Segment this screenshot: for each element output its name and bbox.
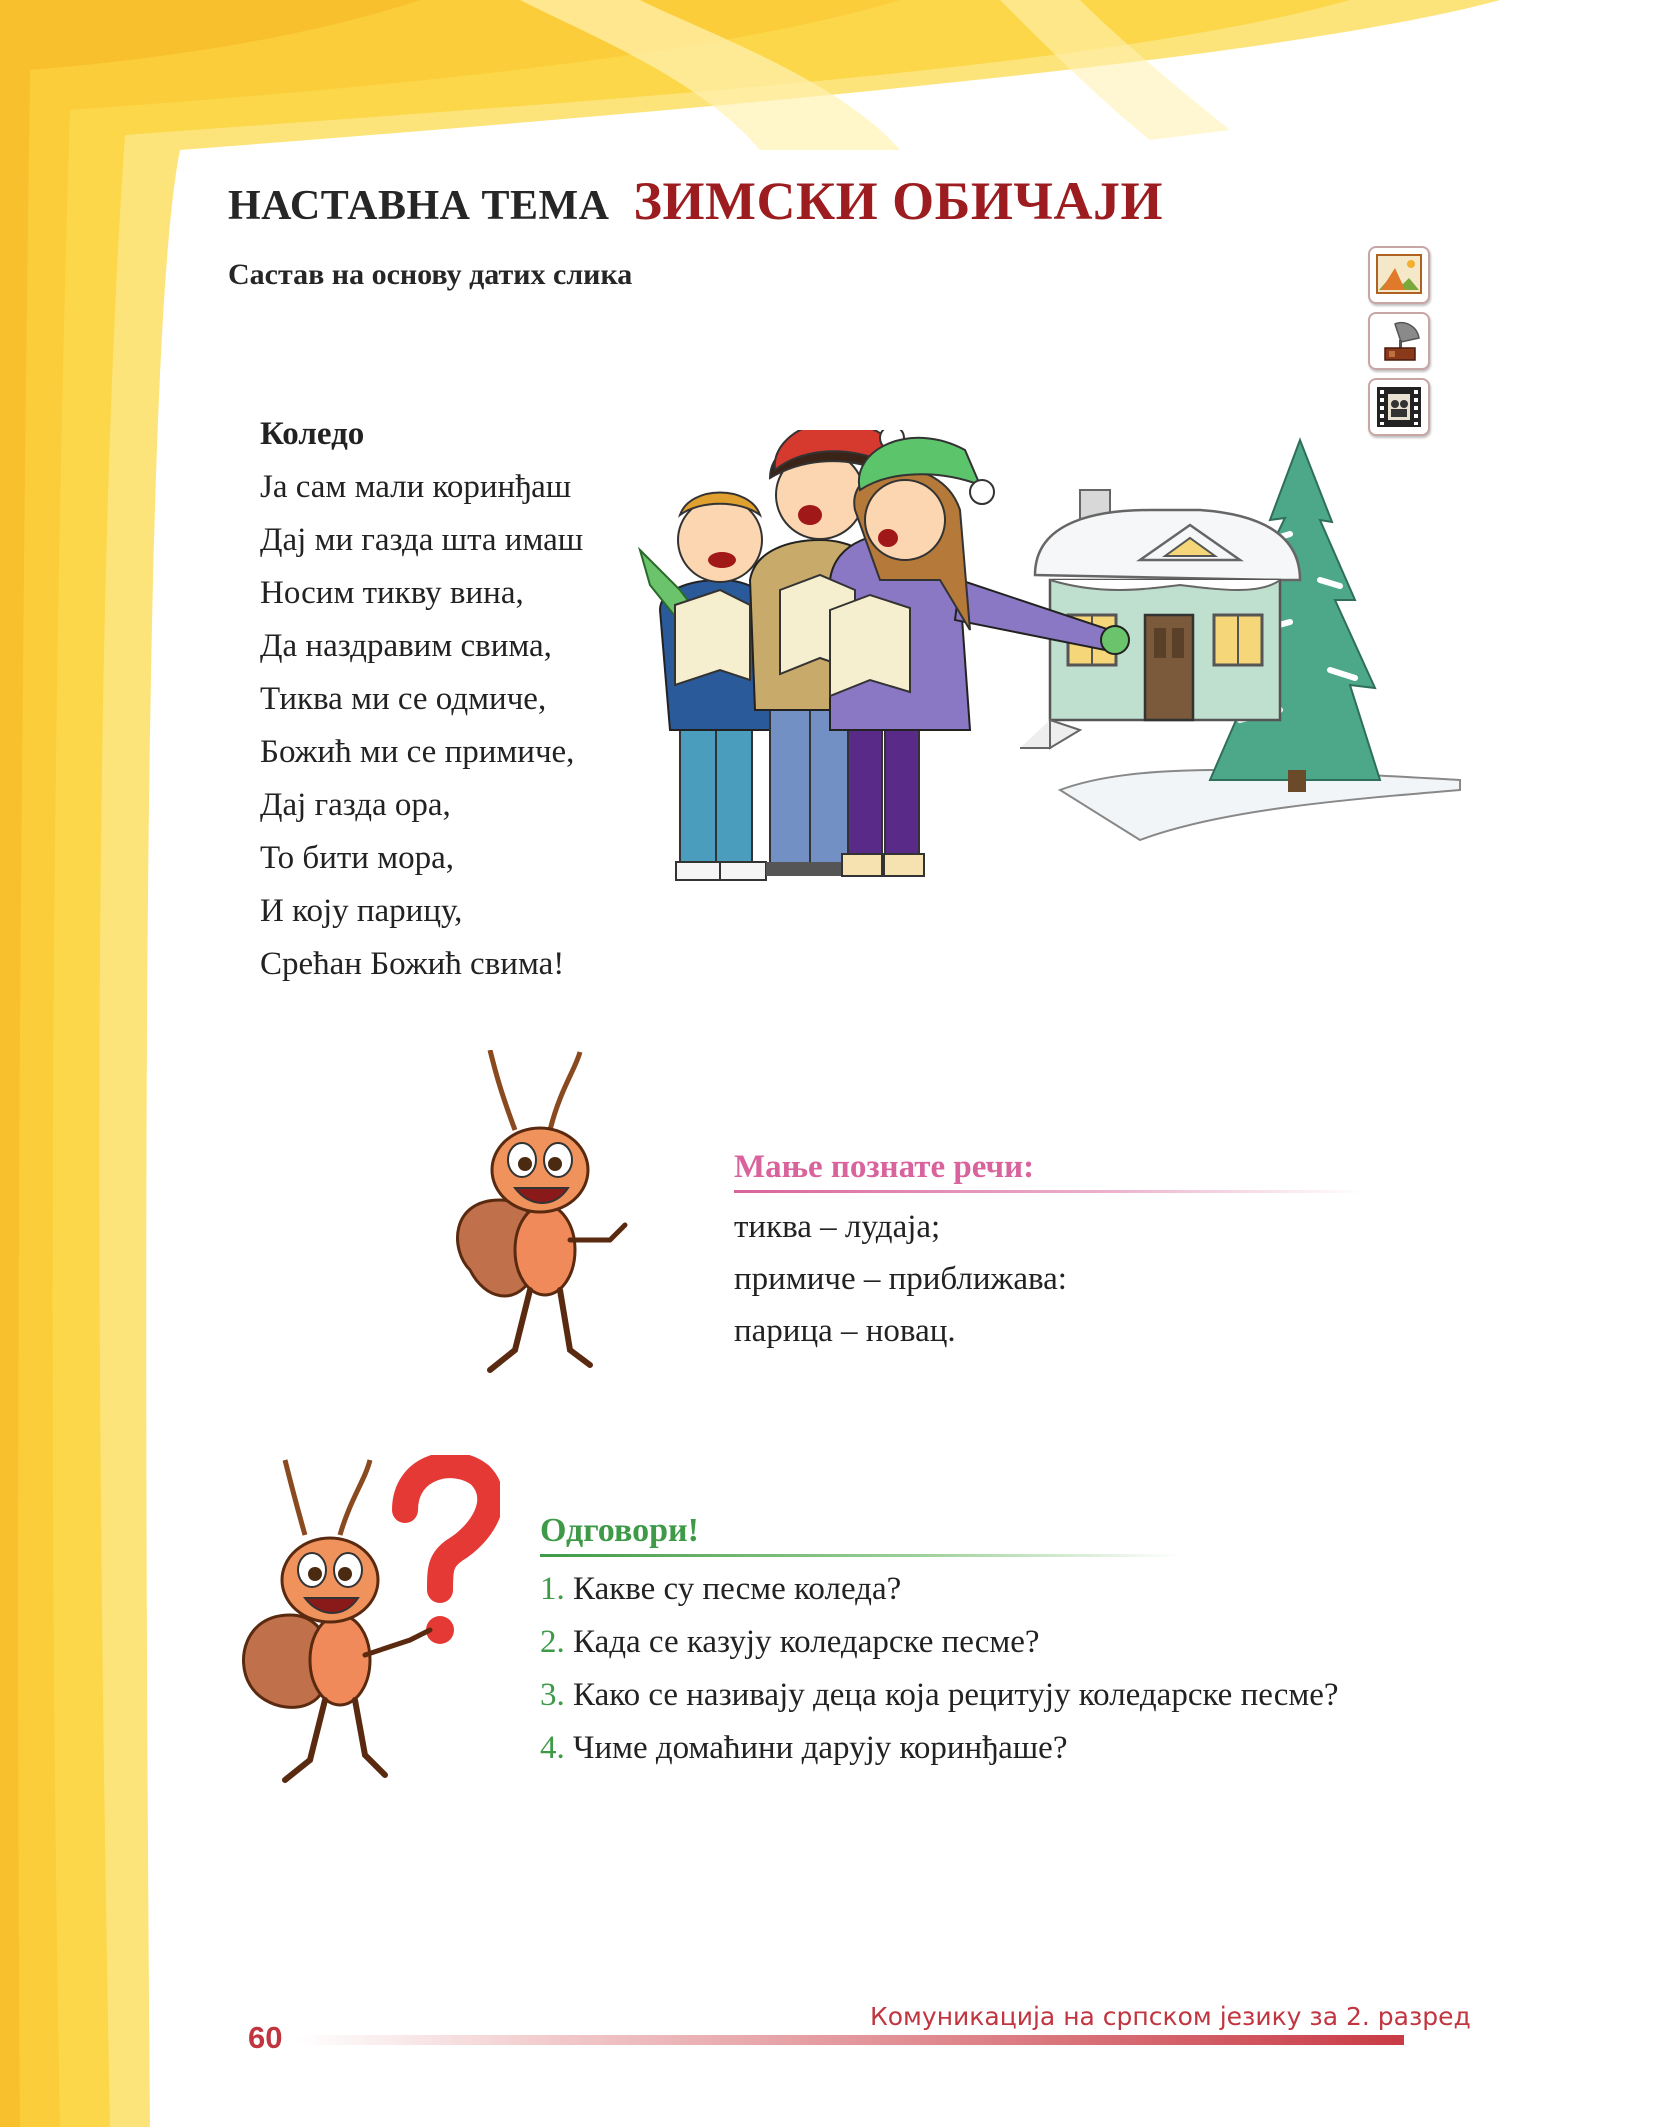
poem-line: Срећан Божић свима! [260, 946, 565, 982]
question-item [540, 1563, 1440, 1616]
question-text: Како се називају деца која рецитују коледарске песме? [573, 1677, 1339, 1713]
footer-bar [296, 2035, 1404, 2045]
question-text: Чиме домаћини дарују коринђаше? [573, 1730, 1068, 1766]
glossary-item: примиче – приближава: [734, 1261, 1067, 1297]
poem-line: Божић ми се примиче, [260, 734, 575, 770]
question-number: 2. [540, 1624, 565, 1660]
poem-line: Носим тикву вина, [260, 575, 524, 611]
glossary-box [734, 1144, 1374, 1357]
poem-line: Дај ми газда шта имаш [260, 522, 584, 558]
question-item [540, 1616, 1440, 1669]
glossary-item: тиква – лудаја; [734, 1209, 941, 1245]
page-number: 60 [248, 2020, 283, 2055]
question-text: Какве су песме коледа? [573, 1571, 902, 1607]
poem-line: И коју парицу, [260, 893, 463, 929]
image-button[interactable] [1368, 246, 1430, 304]
poem [260, 408, 583, 991]
answer-box [540, 1508, 1440, 1775]
poem-line: Тиква ми се одмиче, [260, 681, 547, 717]
ant-question-mascot [240, 1455, 500, 1815]
audio-button[interactable] [1368, 312, 1430, 370]
answer-underline [540, 1554, 1180, 1557]
topic-title: ЗИМСКИ ОБИЧАЈИ [633, 171, 1163, 231]
ant-mascot [440, 1050, 650, 1410]
video-button[interactable] [1368, 378, 1430, 436]
question-text: Када се казују коледарске песме? [573, 1624, 1040, 1660]
video-icon [1375, 384, 1423, 430]
question-number: 1. [540, 1571, 565, 1607]
gramophone-icon [1375, 318, 1423, 364]
question-number: 3. [540, 1677, 565, 1713]
lesson-header [228, 170, 1163, 232]
question-number: 4. [540, 1730, 565, 1766]
poem-line: То бити мора, [260, 840, 454, 876]
answer-title: Одговори! [540, 1512, 699, 1549]
poem-line: Дај газда ора, [260, 787, 451, 823]
glossary-item: парица – новац. [734, 1313, 956, 1349]
glossary-underline [734, 1190, 1364, 1193]
poem-line: Ја сам мали коринђаш [260, 469, 572, 505]
glossary-title: Мање познате речи: [734, 1149, 1035, 1185]
exercise-subtitle: Састав на основу датих слика [228, 258, 633, 291]
topic-label: НАСТАВНА ТЕМА [228, 183, 610, 229]
image-icon [1375, 252, 1423, 298]
question-item [540, 1722, 1440, 1775]
media-toolbar [1368, 246, 1434, 444]
book-title: Комуникација на српском језику за 2. разред [870, 2002, 1471, 2031]
poem-line: Да наздравим свима, [260, 628, 552, 664]
question-item [540, 1669, 1440, 1722]
carolers-illustration [580, 430, 1480, 1060]
poem-title: Коледо [260, 416, 365, 452]
